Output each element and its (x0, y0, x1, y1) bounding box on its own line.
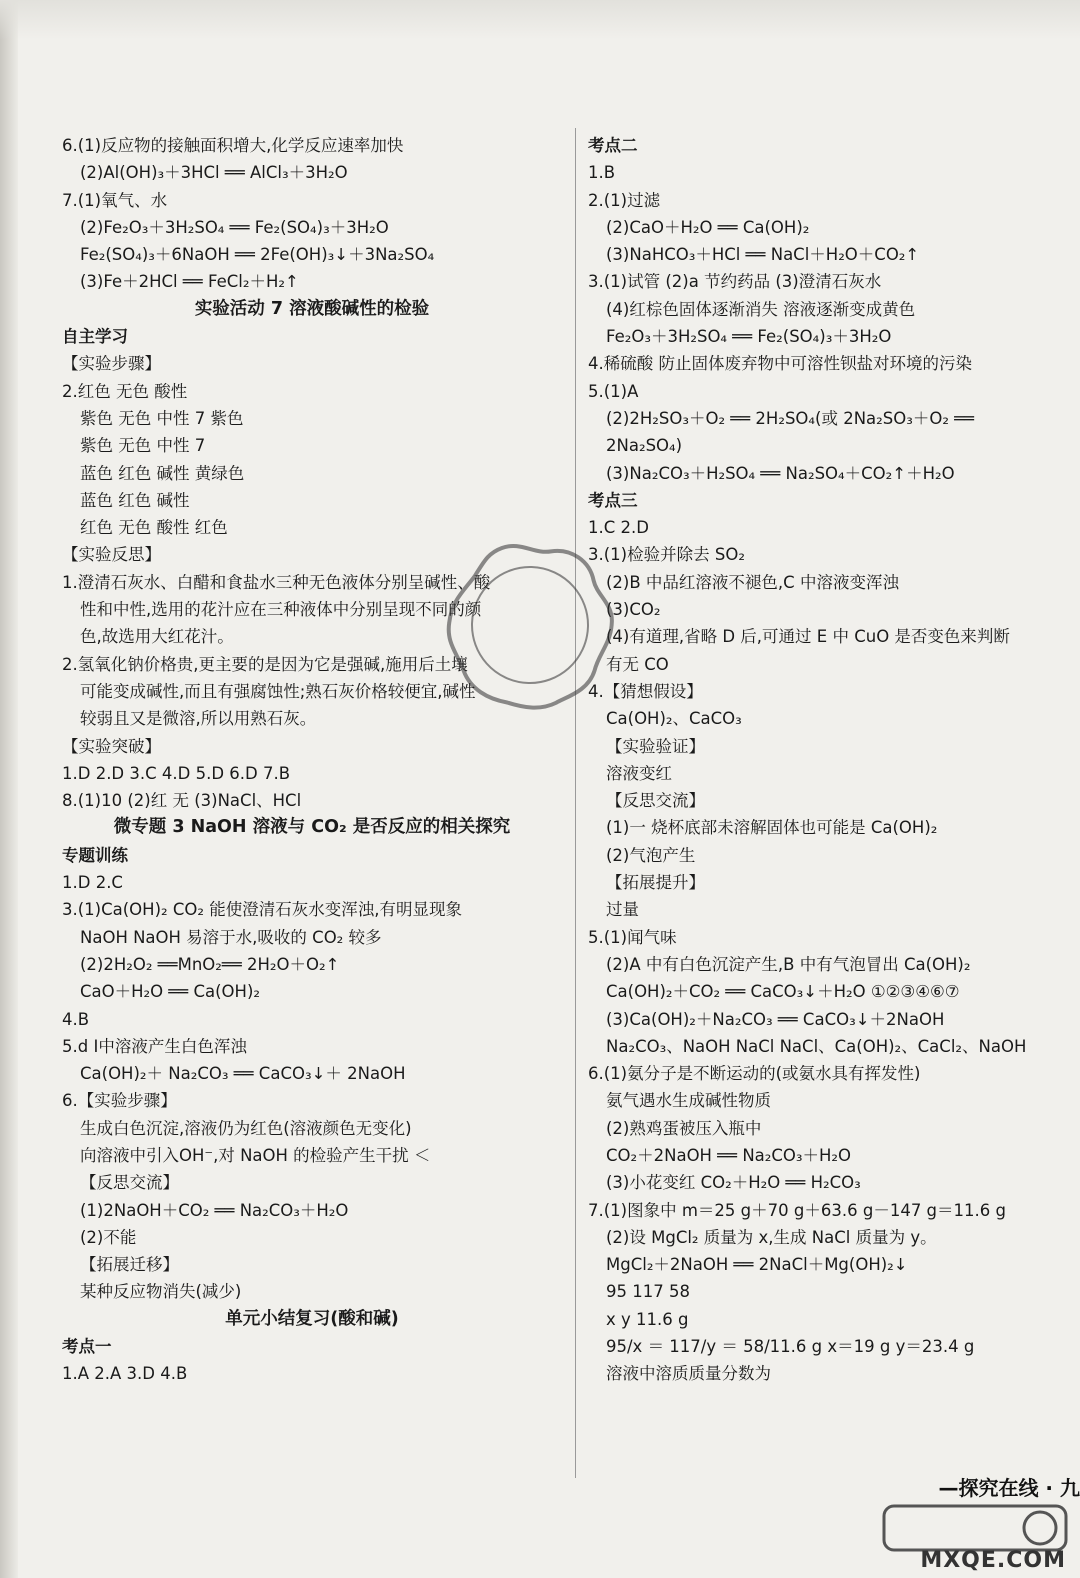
right-column-line: (3)Ca(OH)₂＋Na₂CO₃ ══ CaCO₃↓＋2NaOH (606, 1009, 945, 1029)
left-column-line: 6.(1)反应物的接触面积增大,化学反应速率加快 (62, 136, 404, 155)
right-column-line: (2)CaO＋H₂O ══ Ca(OH)₂ (606, 217, 810, 237)
left-column-line: 红色 无色 酸性 红色 (80, 518, 228, 538)
brand-url: MXQE.COM (920, 1548, 1066, 1573)
right-column-line: 过量 (606, 900, 639, 920)
right-column-line: Ca(OH)₂、CaCO₃ (606, 709, 742, 729)
right-column-line: 5.(1)闻气味 (588, 927, 677, 947)
right-column-line: 4.稀硫酸 防止固体废弃物中可溶性钡盐对环境的污染 (588, 354, 972, 374)
right-column-line: (2)2H₂SO₃＋O₂ ══ 2H₂SO₄(或 2Na₂SO₃＋O₂ ══ (606, 408, 975, 428)
right-column-line: Ca(OH)₂＋CO₂ ══ CaCO₃↓＋H₂O ①②③④⑥⑦ (606, 982, 960, 1002)
left-column-line: 【拓展迁移】 (80, 1255, 179, 1275)
right-column-line: 1.B (588, 163, 616, 183)
left-column-line: (2)Al(OH)₃＋3HCl ══ AlCl₃＋3H₂O (80, 163, 348, 183)
left-column-line: 紫色 无色 中性 7 紫色 (80, 408, 244, 428)
left-column-line: 单元小结复习(酸和碱) (225, 1308, 399, 1329)
right-column-line: 2.(1)过滤 (588, 190, 661, 210)
right-column-line: 【反思交流】 (606, 791, 705, 811)
right-column-line: 95 117 58 (606, 1282, 690, 1302)
left-column-line: (2)Fe₂O₃＋3H₂SO₄ ══ Fe₂(SO₄)₃＋3H₂O (80, 217, 389, 237)
right-column-line: CO₂＋2NaOH ══ Na₂CO₃＋H₂O (606, 1145, 852, 1165)
left-column-line: 1.D 2.D 3.C 4.D 5.D 6.D 7.B (62, 763, 291, 783)
right-column-line: 【实验验证】 (606, 736, 705, 756)
left-column-line: 生成白色沉淀,溶液仍为红色(溶液颜色无变化) (80, 1118, 412, 1138)
left-column-line: 实验活动 7 溶液酸碱性的检验 (194, 298, 430, 319)
right-column-line: Na₂CO₃、NaOH NaCl NaCl、Ca(OH)₂、CaCl₂、NaOH (606, 1036, 1027, 1056)
right-column-line: 溶液中溶质质量分数为 (606, 1364, 771, 1384)
right-column-line: Fe₂O₃＋3H₂SO₄ ══ Fe₂(SO₄)₃＋3H₂O (606, 327, 892, 347)
left-column-line: 蓝色 红色 碱性 黄绿色 (80, 463, 245, 483)
right-column-line: (3)NaHCO₃＋HCl ══ NaCl＋H₂O＋CO₂↑ (606, 245, 920, 265)
right-column-line: x y 11.6 g (606, 1309, 689, 1329)
left-column-line: 紫色 无色 中性 7 (80, 436, 206, 456)
left-column-line: 1.D 2.C (62, 873, 123, 893)
right-column-line: 6.(1)氨分子是不断运动的(或氨水具有挥发性) (588, 1064, 921, 1084)
left-column-line: 【反思交流】 (80, 1173, 179, 1193)
right-column-line: (4)红棕色固体逐渐消失 溶液逐渐变成黄色 (606, 299, 916, 319)
page-footer: —探究在线 · 九 (938, 1476, 1080, 1500)
right-column-line: 溶液变红 (606, 763, 672, 783)
right-column-line: 3.(1)试管 (2)a 节约药品 (3)澄清石灰水 (588, 272, 882, 292)
left-column-line: Fe₂(SO₄)₃＋6NaOH ══ 2Fe(OH)₃↓＋3Na₂SO₄ (80, 245, 435, 265)
left-column-line: 8.(1)10 (2)红 无 (3)NaCl、HCl (62, 791, 302, 811)
right-column-line: 2Na₂SO₄) (606, 436, 683, 456)
right-column-line: 3.(1)检验并除去 SO₂ (588, 545, 745, 565)
left-column-line: 5.d Ⅰ中溶液产生白色浑浊 (62, 1036, 247, 1056)
left-column-line: (3)Fe＋2HCl ══ FeCl₂＋H₂↑ (80, 272, 299, 292)
left-column-line: 【实验反思】 (62, 545, 161, 565)
left-column-line: 性和中性,选用的花汁应在三种液体中分别呈现不同的颜 (80, 600, 482, 620)
left-column-line: 考点一 (62, 1337, 112, 1357)
left-column-line: 【实验突破】 (62, 736, 161, 756)
column-divider (575, 128, 576, 1478)
left-column-line: 1.澄清石灰水、白醋和食盐水三种无色液体分别呈碱性、酸 (62, 572, 491, 592)
left-column-line: 微专题 3 NaOH 溶液与 CO₂ 是否反应的相关探究 (113, 817, 511, 838)
left-column-line: 7.(1)氧气、水 (62, 190, 168, 210)
left-column-line: 6.【实验步骤】 (62, 1091, 177, 1111)
left-column-line: 3.(1)Ca(OH)₂ CO₂ 能使澄清石灰水变浑浊,有明显现象 (62, 900, 462, 920)
left-column-line: (1)2NaOH＋CO₂ ══ Na₂CO₃＋H₂O (80, 1200, 349, 1220)
right-column-line: 【拓展提升】 (606, 873, 705, 893)
right-column-line: (2)设 MgCl₂ 质量为 x,生成 NaCl 质量为 y。 (606, 1227, 937, 1247)
right-column (588, 132, 1058, 1388)
left-column-line: (2)不能 (80, 1227, 137, 1247)
left-column-line: 4.B (62, 1009, 90, 1029)
right-column-line: (2)B 中品红溶液不褪色,C 中溶液变浑浊 (606, 572, 899, 592)
page-edge-shadow (0, 0, 18, 1578)
right-column-line: (3)小花变红 CO₂＋H₂O ══ H₂CO₃ (606, 1173, 861, 1193)
left-column-line: 蓝色 红色 碱性 (80, 490, 190, 510)
left-column-line: CaO＋H₂O ══ Ca(OH)₂ (80, 982, 261, 1002)
right-column-line: MgCl₂＋2NaOH ══ 2NaCl＋Mg(OH)₂↓ (606, 1255, 908, 1275)
page-top-shadow (0, 0, 1080, 40)
right-column-line: (2)熟鸡蛋被压入瓶中 (606, 1118, 762, 1138)
left-column-line: NaOH NaOH 易溶于水,吸收的 CO₂ 较多 (80, 927, 382, 947)
right-column-line: 5.(1)A (588, 381, 639, 401)
left-column-line: 较弱且又是微溶,所以用熟石灰。 (80, 709, 317, 729)
right-column-line: 有无 CO (606, 654, 669, 674)
right-column-line: 考点二 (588, 136, 638, 155)
right-column-line: (3)Na₂CO₃＋H₂SO₄ ══ Na₂SO₄＋CO₂↑＋H₂O (606, 463, 955, 483)
left-column-line: 自主学习 (62, 327, 128, 347)
right-column-line: (3)CO₂ (606, 600, 661, 620)
left-column-line: 1.A 2.A 3.D 4.B (62, 1364, 188, 1384)
right-column-line: (4)有道理,省略 D 后,可通过 E 中 CuO 是否变色来判断 (606, 627, 1010, 647)
left-column-line: 可能变成碱性,而且有强腐蚀性;熟石灰价格较便宜,碱性 (80, 681, 476, 701)
left-column-line: 某种反应物消失(减少) (80, 1282, 242, 1302)
left-column-line: 专题训练 (62, 845, 128, 865)
left-column-line: 2.红色 无色 酸性 (62, 381, 188, 401)
right-column-line: 95/x ＝ 117/y ＝ 58/11.6 g x＝19 g y＝23.4 g (606, 1337, 975, 1357)
left-column-line: 【实验步骤】 (62, 354, 161, 374)
left-column-line: 向溶液中引入OH⁻,对 NaOH 的检验产生干扰 ＜ (80, 1145, 431, 1165)
right-column-line: (1)一 烧杯底部未溶解固体也可能是 Ca(OH)₂ (606, 818, 938, 838)
right-column-line: 氨气遇水生成碱性物质 (606, 1091, 771, 1111)
left-column-line: Ca(OH)₂＋ Na₂CO₃ ══ CaCO₃↓＋ 2NaOH (80, 1064, 406, 1084)
right-column-line: 1.C 2.D (588, 518, 649, 538)
right-column-line: 考点三 (588, 490, 638, 510)
right-column-line: (2)A 中有白色沉淀产生,B 中有气泡冒出 Ca(OH)₂ (606, 954, 971, 974)
right-column-line: 7.(1)图象中 m＝25 g＋70 g＋63.6 g－147 g＝11.6 g (588, 1200, 1006, 1220)
left-column-line: 色,故选用大红花汁。 (80, 627, 234, 647)
right-column-line: 4.【猜想假设】 (588, 681, 703, 701)
left-column (62, 132, 562, 1388)
left-column-line: (2)2H₂O₂ ══MnO₂══ 2H₂O＋O₂↑ (80, 954, 340, 974)
right-column-line: (2)气泡产生 (606, 845, 696, 865)
left-column-line: 2.氢氧化钠价格贵,更主要的是因为它是强碱,施用后土壤 (62, 654, 468, 674)
